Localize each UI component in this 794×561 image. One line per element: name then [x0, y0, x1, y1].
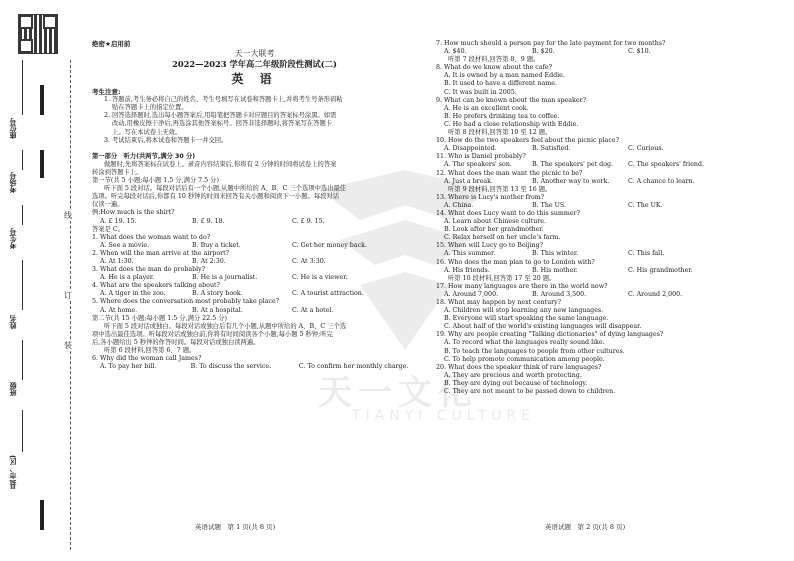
option: A. At 1:30.: [100, 257, 134, 265]
notice-item: 3. 考试结束后,将本试卷和答题卡一并交回。: [104, 136, 228, 144]
option: C. £ 9. 15.: [292, 217, 325, 225]
option: B. Around 3,500.: [532, 290, 587, 298]
seat-label: 座位号: [9, 118, 17, 139]
question-text: 19. Why are people creating "Talking dictionaries" of dying languages?: [436, 331, 664, 339]
section2-title: 第二节(共 15 小题;每小题 1.5 分,满分 22.5 分): [92, 314, 227, 322]
binding-bar: [40, 150, 44, 178]
question-options: [436, 202, 736, 210]
option: C. Relax herself on her uncle's farm.: [444, 234, 561, 242]
section2-intro: 听下面 5 段对话或独白。每段对话或独白后有几个小题,从题中所给的 A、B、C 三个选: [104, 322, 347, 330]
question-text: 17. How many languages are there in the world now?: [436, 282, 608, 290]
option: C. About half of the world's existing languages will disappear.: [444, 323, 642, 331]
name-line: [22, 260, 23, 310]
option: B. Satisfied.: [532, 145, 571, 153]
section2-intro: 项中选出最佳选项。听每段对话或独白前,你将有时间阅读各个小题,每小题 5 秒钟;听完: [92, 330, 333, 338]
question-options: [436, 161, 736, 169]
notice-item: 贴在答题卡上的指定位置。: [112, 104, 188, 112]
option: B. At a hospital.: [192, 306, 243, 314]
question-text: 8. What do we know about the cafe?: [436, 64, 553, 72]
county-line: [22, 410, 23, 452]
section2-intro: 后,各小题给出 5 秒钟的作答时间。每段对话或独白读两遍。: [92, 338, 260, 346]
option: C. He had a close relationship with Eddie.: [444, 120, 579, 128]
material-note: 听第 7 段材料,回答第 8、9 题。: [448, 56, 540, 64]
option: A. To record what the languages really sound like.: [444, 339, 605, 347]
exam-no-label: 考场号: [9, 172, 17, 193]
watermark-subtext: TIANYI CULTURE: [352, 408, 536, 424]
option: C. It was built in 2005.: [444, 88, 517, 96]
option: A. Disappointed.: [444, 145, 497, 153]
option: C. Around 2,000.: [628, 290, 683, 298]
option: C. The speakers' friend.: [628, 161, 705, 169]
option: C. $10.: [628, 48, 651, 56]
example-options: [92, 218, 417, 226]
question-options: [436, 145, 736, 153]
question-options: [436, 178, 736, 186]
cut-line: [70, 60, 71, 550]
example-answer: 答案是 C。: [92, 225, 125, 233]
part1-intro: 做题时,先将答案标在试卷上。录音内容结束后,你将有 2 分钟的时间将试卷上的答案: [104, 160, 337, 168]
option: C. A tourist attraction.: [292, 290, 364, 298]
option: A. £ 19. 15.: [100, 217, 137, 225]
option: A. $40.: [444, 48, 467, 56]
cut-word: 线: [64, 211, 72, 220]
question-text: 5. Where does the conversation most probably take place?: [92, 298, 280, 306]
option: C. To help promote communication among people.: [444, 355, 605, 363]
notice-title: 考生注意:: [92, 88, 121, 97]
option: B. $20.: [532, 48, 555, 56]
question-text: 12. What does the man want the picnic to be?: [436, 169, 583, 177]
example-question: 例:How much is the shirt?: [92, 209, 175, 217]
secret-mark: 绝密★启用前: [92, 40, 131, 48]
question-text: 11. Who is Daniel probably?: [436, 153, 526, 161]
option: C. Get her money back.: [292, 241, 367, 249]
option: B. £ 9. 18.: [192, 217, 225, 225]
option: C. His grandmother.: [628, 266, 693, 274]
question-options: [92, 274, 417, 282]
question-text: 20. What does the speaker think of rare languages?: [436, 363, 602, 371]
qr-code-icon: [18, 14, 58, 54]
notice-item: 2. 回答选择题时,选出每小题答案后,用铅笔把答题卡对应题目的答案标号涂黑。如需: [104, 112, 337, 120]
option: A. This summer.: [444, 250, 496, 258]
option: B. They are dying out because of technology.: [444, 379, 588, 387]
option: C. Curious.: [628, 145, 664, 153]
part1-intro: 转涂到答题卡上。: [92, 168, 143, 176]
question-options: [92, 242, 417, 250]
option: C. He is a viewer.: [292, 274, 348, 282]
question-text: 18. What may happen by next century?: [436, 299, 562, 306]
option: C. At a hotel.: [292, 306, 334, 314]
option: A. See a movie.: [100, 241, 150, 249]
name-label: 姓名: [9, 315, 17, 329]
question-options: [436, 250, 736, 258]
option: A. A tiger in the zoo.: [100, 290, 166, 298]
question-options: [92, 363, 417, 371]
page-footer-right: 英语试题 第 2 页(共 8 页): [545, 523, 626, 531]
question-options: [92, 258, 417, 266]
left-column: [92, 40, 417, 371]
question-text: 6. Why did the woman call James?: [92, 355, 202, 363]
section1-title: 第一节(共 5 小题;每小题 1.5 分,满分 7.5 分): [92, 177, 219, 185]
option: B. He is a journalist.: [192, 274, 258, 282]
binding-bar: [40, 85, 44, 115]
material-note: 听第 10 段材料,回答第 17 至 20 题。: [448, 274, 556, 282]
class-label: 班级: [9, 382, 17, 396]
cut-word: 装: [64, 341, 72, 350]
section1-intro: 听下面 5 段对话。每段对话后有一个小题,从题中所给的 A、B、C 三个选项中选出最佳: [104, 185, 347, 193]
exam-title: 2022—2023 学年高二年级阶段性测试(二): [172, 59, 337, 70]
candidate-no-label: 考生号: [9, 228, 17, 249]
seat-line: [22, 60, 23, 115]
option: B. He prefers drinking tea to coffee.: [444, 112, 560, 120]
material-note: 听第 9 段材料,回答第 13 至 16 题。: [448, 185, 552, 193]
option: B. Look after her grandmother.: [444, 226, 544, 234]
option: B. The US.: [532, 201, 567, 209]
notice-item: 改动,用橡皮擦干净后,再选涂其他答案标号。回答非选择题时,将答案写在答题卡: [112, 120, 333, 128]
option: B. His mother.: [532, 266, 578, 274]
option: A. Learn about Chinese culture.: [444, 218, 546, 226]
option: A. Children will stop learning any new languages.: [444, 307, 604, 315]
option: C. This fall.: [628, 250, 665, 258]
option: C. To confirm her monthly charge.: [298, 363, 409, 371]
page-footer-left: 英语试题 第 1 页(共 8 页): [195, 523, 276, 531]
option: B. Another way to work.: [532, 177, 610, 185]
option: A. The speakers' son.: [444, 161, 512, 169]
section1-intro: 仅读一遍。: [92, 201, 124, 209]
option: C. They are not meant to be passed down to children.: [444, 388, 616, 396]
option: C. A chance to learn.: [628, 177, 695, 185]
class-line: [22, 340, 23, 380]
question-options: [92, 307, 417, 315]
notice-item: 1. 答题前,考生务必将自己的姓名、考生号填写在试卷和答题卡上,并将考生号条形码粘: [104, 96, 343, 104]
option: B. The speakers' pet dog.: [532, 161, 614, 169]
binding-bar: [40, 500, 44, 530]
question-text: 7. How much should a person pay for the late payment for two months?: [436, 40, 666, 47]
option: A. Around 7,000.: [444, 290, 499, 298]
option: A. His friends.: [444, 266, 490, 274]
option: A. He is a player.: [100, 274, 155, 282]
right-column: [436, 40, 736, 396]
option: B. A story book.: [192, 290, 243, 298]
question-text: 16. Who does the man plan to go to London with?: [436, 258, 595, 266]
option: B. Buy a ticket.: [192, 241, 241, 249]
option: B. To discuss the service.: [190, 363, 272, 371]
question-options: [436, 291, 736, 299]
material-note: 听第 8 段材料,回答第 10 至 12 题。: [448, 129, 552, 137]
option: A. Just a break.: [444, 177, 493, 185]
question-options: [92, 290, 417, 298]
option: B. To teach the languages to people from other cultures.: [444, 347, 625, 355]
question-text: 10. How do the two speakers feel about the picnic place?: [436, 137, 619, 145]
part1-title: 第一部分 听力(共两节,满分 30 分): [92, 152, 196, 160]
question-text: 9. What can be known about the man speaker?: [436, 96, 586, 104]
notice-item: 上。写在本试卷上无效。: [112, 128, 182, 136]
option: A. It is owned by a man named Eddie.: [444, 72, 565, 80]
option: A. To pay her bill.: [100, 363, 157, 371]
binding-strip: [0, 0, 88, 561]
subject-title: 英 语: [231, 72, 278, 87]
option: B. At 2:30.: [192, 257, 226, 265]
question-text: 1. What does the woman want to do?: [92, 233, 211, 241]
county-label: 县(市、区): [9, 455, 17, 490]
question-options: [436, 267, 736, 275]
option: A. China.: [444, 201, 474, 209]
question-text: 13. Where is Lucy's mother from?: [436, 193, 545, 201]
question-text: 15. When will Lucy go to Beijing?: [436, 242, 544, 250]
question-text: 4. What are the speakers talking about?: [92, 282, 220, 290]
question-text: 2. When will the man arrive at the airport?: [92, 249, 230, 257]
section1-intro: 选项。听完每段对话后,你都有 10 秒钟的时间来回答有关小题和阅读下一小题。每段对话: [92, 193, 340, 201]
question-options: [436, 48, 736, 56]
candidate-no-line: [22, 205, 23, 225]
watermark-text: 天一文化: [318, 373, 478, 413]
option: B. Everyone will start speaking the same language.: [444, 315, 609, 323]
option: A. At home.: [100, 306, 138, 314]
question-text: 14. What does Lucy want to do this summer?: [436, 209, 580, 217]
option: B. It used to have a different name.: [444, 80, 557, 88]
option: A. They are precious and worth protecting.: [444, 371, 582, 379]
option: B. This winter.: [532, 250, 579, 258]
material-note: 听第 6 段材料,回答第 6、7 题。: [104, 347, 196, 354]
question-text: 3. What does the man do probably?: [92, 266, 206, 274]
option: C. The UK.: [628, 201, 663, 209]
exam-no-line: [22, 150, 23, 170]
option: A. He is an excellent cook.: [444, 104, 529, 112]
org-title: 天一大联考: [234, 49, 275, 59]
option: C. At 3:30.: [292, 257, 326, 265]
cut-word: 订: [64, 291, 72, 300]
